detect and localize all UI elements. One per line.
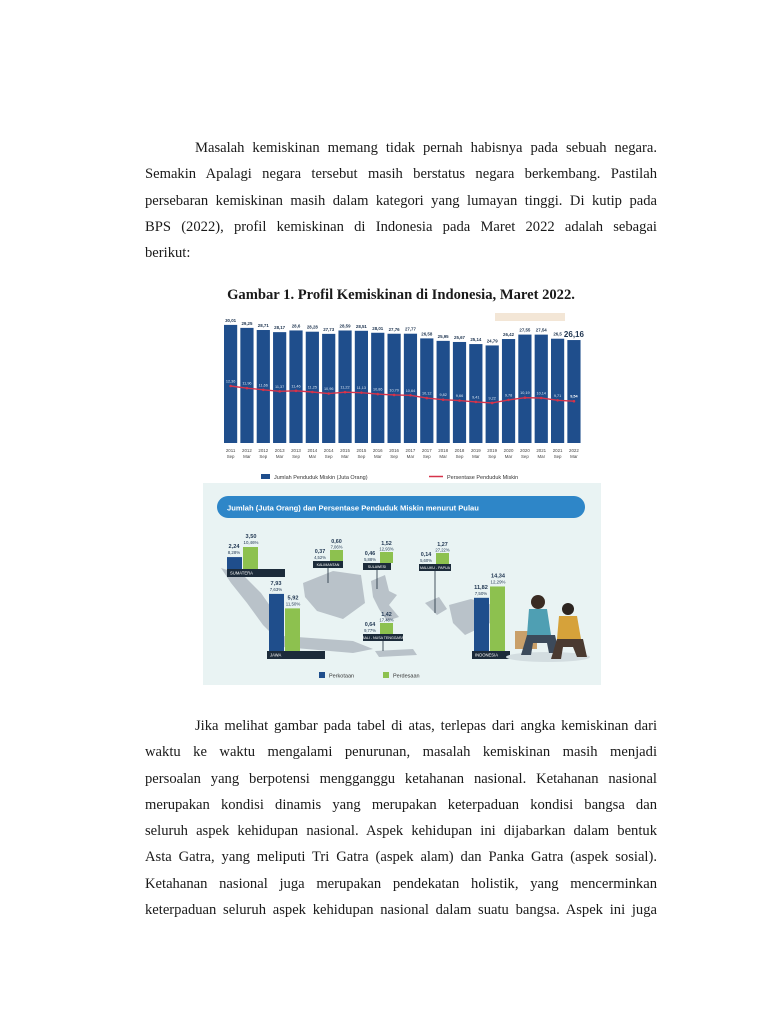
rural-bar — [490, 586, 505, 651]
x-tick-month: Sep — [259, 454, 268, 459]
bar — [437, 341, 450, 443]
urban-value-label: 11,82 — [474, 584, 488, 591]
bar-value-label: 25,95 — [437, 333, 449, 339]
x-tick-month: Sep — [553, 454, 562, 459]
x-tick-month: Mar — [406, 454, 415, 459]
percentage-value-label: 11,13 — [356, 386, 367, 391]
section-banner-title: Jumlah (Juta Orang) dan Persentase Penduduk Miskin menurut Pulau — [227, 503, 479, 513]
x-tick-year: 2017 — [405, 448, 416, 453]
percentage-value-label: 10,96 — [323, 387, 334, 392]
text-line: Ketahanan nasional juga merupakan pendekatan holistik, yang mencerminkan — [145, 875, 657, 892]
x-tick-month: Mar — [341, 454, 349, 459]
island-name-label: INDONESIA — [475, 652, 499, 658]
x-tick-year: 2020 — [520, 448, 530, 453]
text-line: keterpaduan seluruh aspek kehidupan nasional dalam suatu bangsa. Aspek ini juga — [145, 902, 657, 919]
rural-value-label: 1,42 — [381, 612, 392, 618]
urban-value-label: 0,37 — [314, 549, 326, 555]
x-tick-month: Sep — [226, 454, 235, 459]
bar-value-label: 29,25 — [241, 320, 253, 326]
bar-value-label: 24,79 — [486, 338, 498, 344]
x-tick-year: 2022 — [569, 448, 579, 453]
percentage-value-label: 11,22 — [340, 385, 350, 390]
rural-bar — [380, 552, 393, 563]
urban-pct-label: 8,28% — [227, 550, 241, 556]
bar-value-label: 28,6 — [291, 323, 301, 329]
discussion-paragraph — [145, 713, 657, 923]
rural-pct-label: 17,48% — [379, 617, 394, 623]
rural-bar — [436, 553, 449, 564]
percentage-value-label: 9,22 — [488, 396, 496, 401]
rural-value-label: 1,52 — [381, 541, 392, 547]
bar-value-label: 30,01 — [225, 317, 237, 323]
x-tick-year: 2015 — [340, 448, 350, 453]
rural-value-label: 14,34 — [491, 573, 505, 580]
bar-value-label: 27,73 — [323, 326, 335, 332]
bar-value-label: 27,54 — [535, 327, 547, 333]
urban-value-label: 0,14 — [420, 552, 432, 558]
urban-value-label: 0,46 — [364, 551, 376, 557]
island-name-label: BALI - NUSA TENGGARA — [362, 636, 404, 640]
percentage-point — [409, 394, 412, 397]
bar — [453, 342, 466, 443]
x-tick-month: Sep — [357, 454, 366, 459]
urban-pct-label: 4,52% — [314, 555, 326, 560]
bar — [224, 325, 237, 443]
percentage-value-label: 9,54 — [570, 394, 578, 399]
bar — [551, 339, 564, 443]
urban-value-label: 2,24 — [228, 544, 240, 551]
percentage-value-label: 9,78 — [504, 393, 513, 398]
percentage-value-label: 10,12 — [422, 391, 432, 396]
x-tick-month: Mar — [472, 454, 480, 459]
percentage-value-label: 9,41 — [472, 395, 480, 400]
text-line: persoalan yang berpotensi mengganggu ketahanan nasional. Ketahanan nasional — [145, 770, 657, 787]
x-tick-year: 2017 — [421, 448, 432, 453]
urban-pct-label: 5,60% — [420, 558, 432, 563]
percentage-point — [442, 398, 445, 401]
urban-pct-label: 7,63% — [269, 586, 283, 592]
percentage-point — [311, 391, 314, 394]
text-line: waktu ke waktu mengalami penurunan, masalah kemiskinan masih menjadi — [145, 744, 657, 761]
x-tick-year: 2012 — [242, 448, 252, 453]
legend-urban-swatch — [319, 672, 325, 678]
x-tick-year: 2021 — [536, 448, 547, 453]
x-tick-year: 2013 — [291, 448, 301, 453]
percentage-value-label: 11,37 — [275, 384, 285, 389]
x-tick-month: Mar — [504, 454, 513, 459]
bar-value-label: 27,55 — [519, 327, 531, 333]
x-tick-month: Mar — [373, 454, 382, 459]
percentage-point — [475, 401, 478, 404]
text-line: Semakin Apalagi negara tersebut masih berstatus negara berkembang. Pastilah — [145, 166, 657, 183]
bar-value-label: 26,58 — [421, 331, 433, 337]
text-line: persebaran kemiskinan masih dalam kategori yang lumayan tinggi. Di kutip pada — [145, 192, 657, 209]
infographic-svg — [203, 313, 601, 685]
x-tick-month: Sep — [455, 454, 464, 459]
rural-pct-label: 12,93% — [379, 546, 394, 552]
x-tick-year: 2021 — [552, 448, 563, 453]
bar — [535, 335, 548, 443]
percentage-point — [524, 396, 527, 399]
rural-pct-label: 10,46% — [243, 540, 259, 545]
x-tick-year: 2012 — [258, 448, 269, 453]
rural-bar — [380, 623, 393, 634]
rural-pct-label: 12,29% — [490, 579, 506, 585]
percentage-value-label: 10,86 — [372, 387, 383, 392]
percentage-value-label: 11,66 — [258, 383, 268, 388]
text-line: Asta Gatra, yang meliputi Tri Gatra (aspek alam) dan Panka Gatra (aspek sosial). — [145, 849, 657, 866]
island-name-label: SULAWESI — [367, 565, 387, 569]
x-tick-month: Sep — [324, 454, 333, 459]
rural-pct-label: 27,22% — [435, 547, 450, 553]
bar-value-label: 26,42 — [503, 332, 515, 338]
x-tick-year: 2020 — [503, 448, 514, 453]
x-tick-year: 2013 — [274, 448, 285, 453]
bar-value-label: 28,59 — [339, 323, 351, 329]
rural-pct-label: 11,50% — [285, 601, 301, 607]
legend-urban-label: Perkotaan — [329, 673, 355, 680]
bar-value-label: 27,77 — [404, 326, 416, 332]
percentage-point — [491, 402, 494, 405]
x-tick-month: Mar — [570, 454, 578, 459]
legend-line-label: Persentase Penduduk Miskin — [447, 475, 519, 481]
percentage-point — [507, 399, 510, 402]
text-line: Masalah kemiskinan memang tidak pernah habisnya pada sebuah negara. — [195, 140, 657, 156]
rural-bar — [330, 550, 343, 561]
percentage-value-label: 11,46 — [291, 384, 301, 389]
percentage-point — [458, 399, 461, 402]
legend-bar-swatch — [261, 474, 270, 479]
x-tick-month: Mar — [275, 454, 284, 459]
percentage-value-label: 10,64 — [405, 388, 416, 393]
rural-value-label: 1,27 — [437, 542, 448, 548]
x-tick-month: Mar — [308, 454, 317, 459]
text-line: seluruh aspek kehidupan nasional. Aspek kehidupan ini dijabarkan dalam bentuk — [145, 823, 657, 840]
bar-value-label: 26,16 — [563, 330, 584, 340]
percentage-point — [360, 391, 363, 394]
percentage-point — [278, 390, 281, 393]
percentage-point — [540, 397, 543, 400]
legend-rural-swatch — [383, 672, 389, 678]
x-tick-month: Mar — [537, 454, 546, 459]
bar — [486, 345, 499, 443]
x-tick-month: Mar — [439, 454, 447, 459]
bar-value-label: 27,76 — [388, 326, 400, 332]
percentage-point — [229, 385, 232, 388]
text-line: Jika melihat gambar pada tabel di atas, terlepas dari angka kemiskinan dari — [195, 718, 657, 734]
x-tick-month: Mar — [243, 454, 251, 459]
bar-value-label: 26,5 — [553, 331, 562, 337]
x-tick-year: 2019 — [487, 448, 498, 453]
percentage-value-label: 11,96 — [242, 381, 252, 386]
island-name-label: JAWA — [270, 652, 282, 658]
bar-value-label: 28,01 — [372, 325, 384, 331]
percentage-point — [327, 392, 330, 395]
percentage-value-label: 9,66 — [455, 394, 464, 399]
x-tick-year: 2019 — [470, 448, 481, 453]
text-line: BPS (2022), profil kemiskinan di Indonesia pada Maret 2022 adalah sebagai — [145, 218, 657, 235]
urban-value-label: 7,93 — [270, 580, 282, 587]
x-tick-month: Sep — [488, 454, 497, 459]
percentage-value-label: 10,70 — [389, 388, 399, 393]
urban-pct-label: 5,88% — [364, 557, 376, 562]
percentage-point — [295, 390, 298, 393]
rural-value-label: 5,92 — [287, 595, 299, 602]
percentage-value-label: 9,71 — [553, 393, 562, 398]
urban-bar — [474, 598, 489, 651]
bar-value-label: 25,67 — [454, 334, 465, 340]
urban-pct-label: 9,77% — [364, 628, 376, 633]
figure-caption: Gambar 1. Profil Kemiskinan di Indonesia, Maret 2022. — [227, 287, 575, 303]
x-tick-year: 2016 — [372, 448, 383, 453]
percentage-point — [426, 397, 429, 400]
x-tick-year: 2016 — [389, 448, 399, 453]
x-tick-month: Sep — [292, 454, 300, 459]
percentage-point — [262, 388, 265, 391]
bar — [518, 335, 531, 443]
x-tick-year: 2014 — [323, 448, 334, 453]
bar — [469, 344, 482, 443]
bar-value-label: 28,28 — [306, 324, 318, 330]
bar-value-label: 28,51 — [355, 323, 367, 329]
island-name-label: SUMATERA — [230, 570, 253, 576]
x-tick-month: Sep — [422, 454, 431, 459]
text-line: berikut: — [145, 245, 191, 262]
percentage-value-label: 9,82 — [439, 393, 447, 398]
percentage-value-label: 10,14 — [536, 391, 547, 396]
percentage-point — [344, 391, 347, 394]
rural-value-label: 3,50 — [245, 534, 257, 540]
x-tick-year: 2018 — [438, 448, 449, 453]
urban-bar — [269, 594, 284, 651]
rural-bar — [285, 608, 300, 651]
rural-value-label: 0,60 — [331, 539, 342, 545]
bar — [502, 339, 515, 443]
x-tick-month: Sep — [390, 454, 399, 459]
bar-value-label: 28,71 — [257, 323, 269, 329]
percentage-point — [376, 393, 379, 396]
poverty-infographic — [203, 313, 601, 685]
legend-rural-label: Perdesaan — [393, 673, 420, 680]
percentage-value-label: 11,25 — [307, 385, 317, 390]
x-tick-month: Sep — [520, 454, 529, 459]
percentage-value-label: 10,19 — [520, 391, 530, 396]
legend-bar-label: Jumlah Penduduk Miskin (Juta Orang) — [274, 475, 368, 481]
text-line: merupakan kondisi dinamis yang merupakan keterpaduan kondisi bangsa dan — [145, 796, 657, 813]
percentage-point — [393, 394, 396, 397]
percentage-point — [573, 400, 576, 403]
urban-value-label: 0,64 — [364, 622, 376, 628]
x-tick-year: 2018 — [454, 448, 465, 453]
rural-pct-label: 7,06% — [330, 544, 343, 550]
bar-value-label: 25,14 — [470, 337, 482, 343]
x-tick-year: 2014 — [307, 448, 318, 453]
percentage-point — [556, 399, 559, 402]
intro-paragraph — [145, 135, 657, 266]
island-name-label: KALIMANTAN — [316, 563, 340, 567]
x-tick-year: 2015 — [356, 448, 367, 453]
bar-value-label: 28,17 — [274, 325, 286, 331]
decor-strip — [495, 313, 565, 321]
x-tick-year: 2011 — [225, 448, 236, 453]
bar — [567, 340, 580, 443]
percentage-point — [246, 387, 249, 390]
urban-pct-label: 7,50% — [474, 590, 488, 596]
island-name-label: MALUKU - PAPUA — [419, 566, 451, 570]
percentage-value-label: 12,36 — [225, 379, 236, 384]
